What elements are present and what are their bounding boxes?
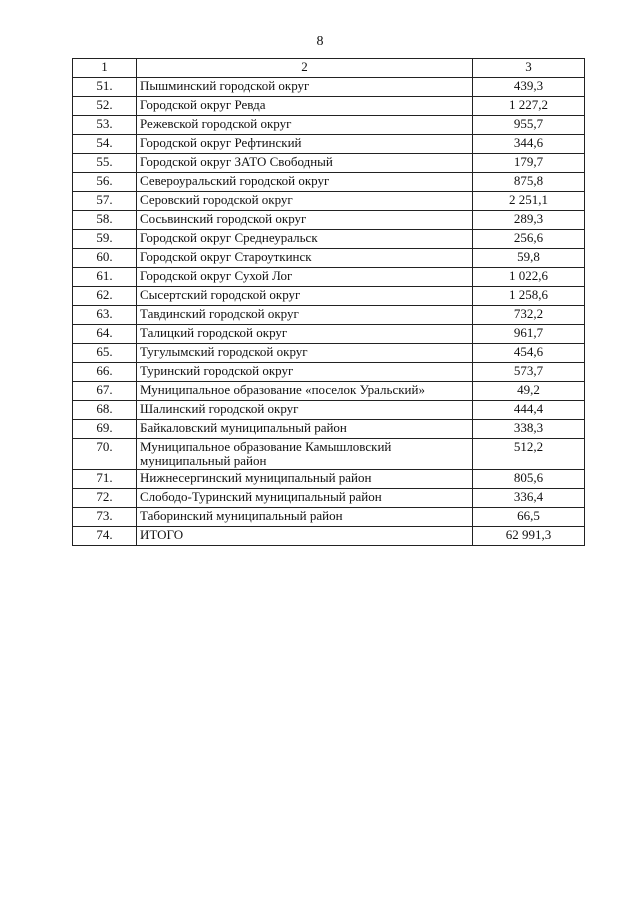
amount-cell: 179,7 [473,154,585,173]
table-row [73,508,585,527]
amount-cell: 336,4 [473,489,585,508]
amount-cell: 59,8 [473,249,585,268]
row-number-cell: 58. [73,211,137,230]
municipality-name-cell: Тугулымский городской округ [137,344,473,363]
row-number-cell: 62. [73,287,137,306]
municipality-name-cell: Нижнесергинский муниципальный район [137,470,473,489]
row-number-cell: 59. [73,230,137,249]
amount-cell: 955,7 [473,116,585,135]
amount-cell: 289,3 [473,211,585,230]
municipality-name-cell: Городской округ Староуткинск [137,249,473,268]
municipality-name-cell: Таборинский муниципальный район [137,508,473,527]
table-row [73,287,585,306]
row-number-cell: 55. [73,154,137,173]
table-row [73,78,585,97]
row-number-cell: 74. [73,527,137,546]
table-row [73,470,585,489]
column-header-name: 2 [137,59,473,78]
table-header-row [73,59,585,78]
amount-cell: 1 258,6 [473,287,585,306]
municipality-name-cell: Муниципальное образование Камышловский муниципальный район [137,439,473,470]
table-row [73,268,585,287]
table-row [73,439,585,470]
municipality-name-cell: Городской округ Сухой Лог [137,268,473,287]
municipality-name-cell: Серовский городской округ [137,192,473,211]
table-row [73,173,585,192]
municipality-name-cell: Байкаловский муниципальный район [137,420,473,439]
amount-cell: 454,6 [473,344,585,363]
municipality-name-cell: Слободо-Туринский муниципальный район [137,489,473,508]
row-number-cell: 56. [73,173,137,192]
table-row [73,527,585,546]
row-number-cell: 60. [73,249,137,268]
municipality-name-cell: Североуральский городской округ [137,173,473,192]
row-number-cell: 52. [73,97,137,116]
table-row [73,489,585,508]
table-row [73,363,585,382]
municipality-name-cell: Городской округ ЗАТО Свободный [137,154,473,173]
row-number-cell: 51. [73,78,137,97]
row-number-cell: 70. [73,439,137,470]
column-header-value: 3 [473,59,585,78]
amount-cell: 1 227,2 [473,97,585,116]
municipality-name-cell: Сосьвинский городской округ [137,211,473,230]
amount-cell: 1 022,6 [473,268,585,287]
table-row [73,344,585,363]
amount-cell: 49,2 [473,382,585,401]
municipality-name-cell: Муниципальное образование «поселок Уральский» [137,382,473,401]
municipality-name-cell: Тавдинский городской округ [137,306,473,325]
amount-cell: 439,3 [473,78,585,97]
table-row [73,154,585,173]
municipality-name-cell: ИТОГО [137,527,473,546]
amount-cell: 338,3 [473,420,585,439]
table-row [73,135,585,154]
municipality-name-cell: Сысертский городской округ [137,287,473,306]
table-row [73,325,585,344]
municipality-name-cell: Городской округ Среднеуральск [137,230,473,249]
table-row [73,230,585,249]
column-header-number: 1 [73,59,137,78]
row-number-cell: 68. [73,401,137,420]
row-number-cell: 54. [73,135,137,154]
amount-cell: 512,2 [473,439,585,470]
amount-cell: 875,8 [473,173,585,192]
row-number-cell: 66. [73,363,137,382]
municipality-name-cell: Шалинский городской округ [137,401,473,420]
row-number-cell: 73. [73,508,137,527]
municipality-name-cell: Талицкий городской округ [137,325,473,344]
amount-cell: 732,2 [473,306,585,325]
row-number-cell: 65. [73,344,137,363]
row-number-cell: 53. [73,116,137,135]
amount-cell: 573,7 [473,363,585,382]
table-body [73,59,585,546]
table-row [73,249,585,268]
row-number-cell: 57. [73,192,137,211]
amount-cell: 66,5 [473,508,585,527]
data-table [72,58,585,546]
amount-cell: 344,6 [473,135,585,154]
amount-cell: 62 991,3 [473,527,585,546]
municipality-name-cell: Городской округ Ревда [137,97,473,116]
amount-cell: 2 251,1 [473,192,585,211]
table-row [73,420,585,439]
row-number-cell: 63. [73,306,137,325]
municipality-name-cell: Городской округ Рефтинский [137,135,473,154]
row-number-cell: 71. [73,470,137,489]
row-number-cell: 64. [73,325,137,344]
amount-cell: 805,6 [473,470,585,489]
amount-cell: 256,6 [473,230,585,249]
table-row [73,97,585,116]
table-row [73,401,585,420]
municipality-name-cell: Пышминский городской округ [137,78,473,97]
table-row [73,306,585,325]
table-row [73,192,585,211]
amount-cell: 444,4 [473,401,585,420]
row-number-cell: 69. [73,420,137,439]
row-number-cell: 67. [73,382,137,401]
table-row [73,382,585,401]
municipality-name-cell: Туринский городской округ [137,363,473,382]
table-row [73,116,585,135]
page-number: 8 [316,34,324,49]
table-row [73,211,585,230]
amount-cell: 961,7 [473,325,585,344]
row-number-cell: 61. [73,268,137,287]
row-number-cell: 72. [73,489,137,508]
municipality-name-cell: Режевской городской округ [137,116,473,135]
